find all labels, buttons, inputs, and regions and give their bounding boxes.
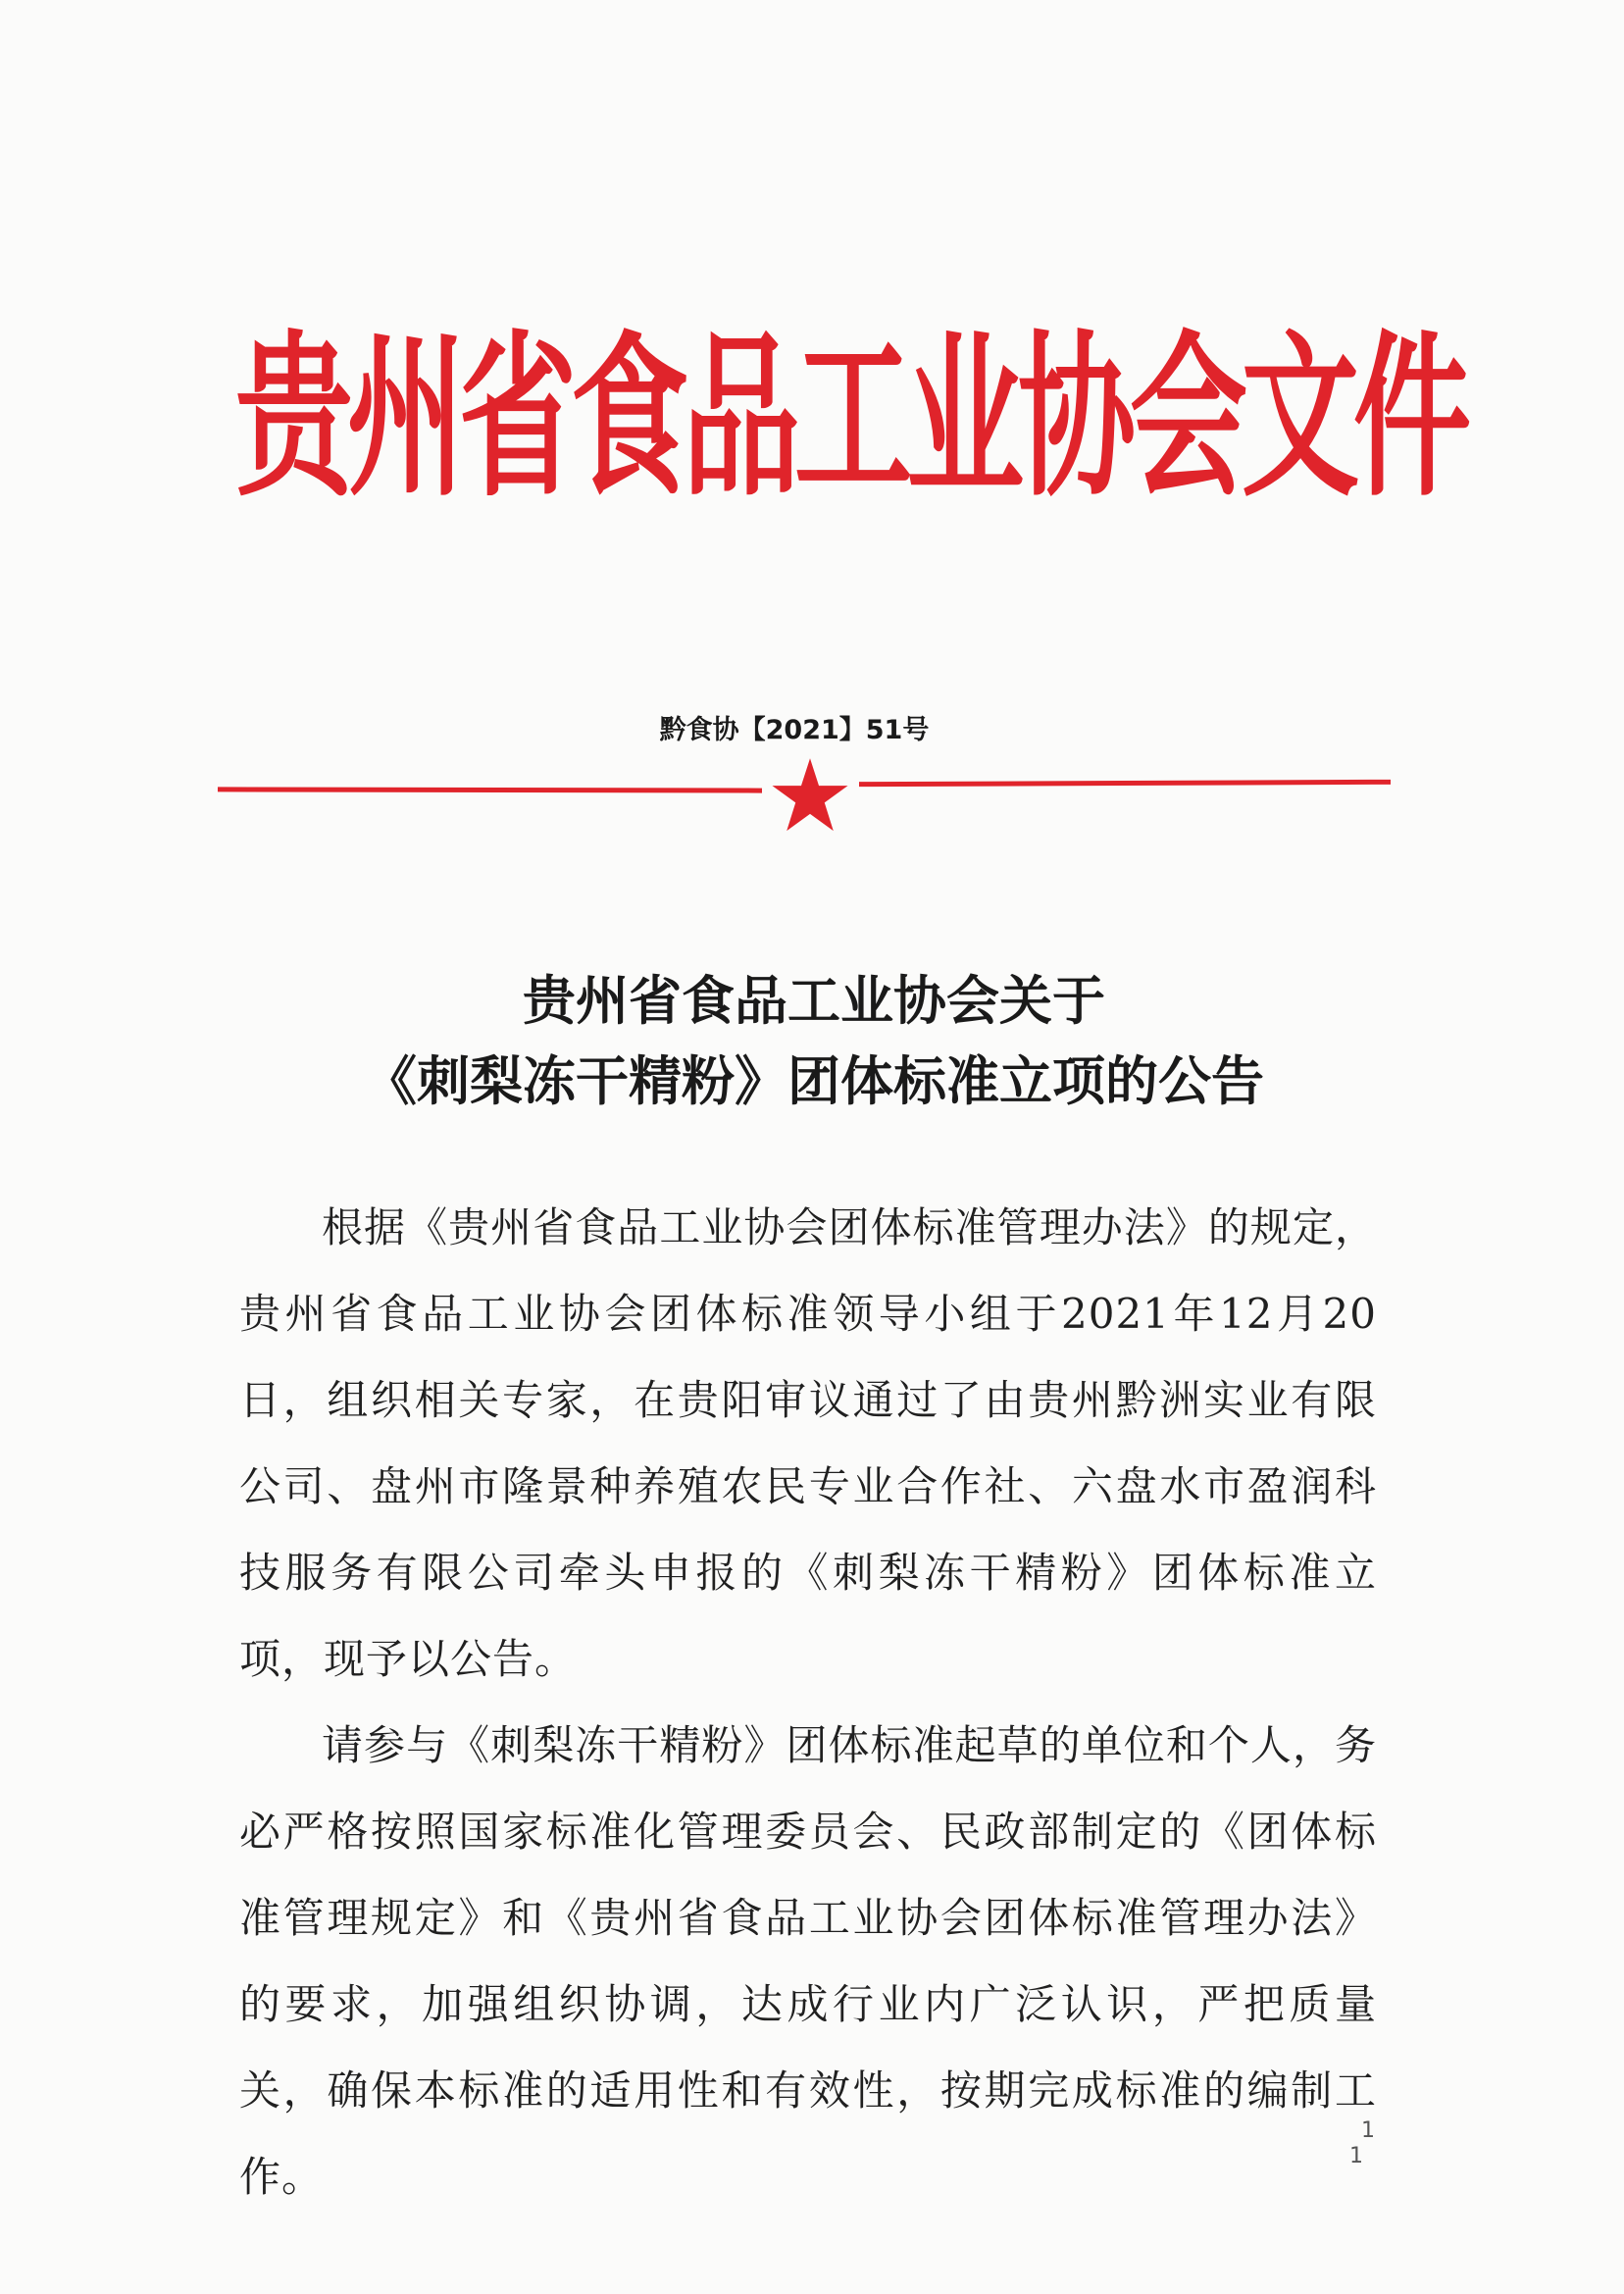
red-divider-left [218, 787, 762, 792]
notice-title-line-2: 《刺梨冻干精粉》团体标准立项的公告 [364, 1050, 1264, 1112]
red-star-icon [770, 755, 850, 836]
body-paragraph-1: 根据《贵州省食品工业协会团体标准管理办法》的规定，贵州省食品工业协会团体标准领导小组于2021年12月20日，组织相关专家，在贵阳审议通过了由贵州黔洲实业有限公司、盘州市隆景种养殖农民专业合作社、六盘水市盈润科技服务有限公司牵头申报的《刺梨冻干精粉》团体标准立项，现予以公告。 [239, 1203, 1377, 1683]
red-divider-right [859, 780, 1391, 787]
document-header-title: 贵州省食品工业协会文件 [235, 317, 1465, 522]
body-paragraph-2: 请参与《刺梨冻干精粉》团体标准起草的单位和个人，务必严格按照国家标准化管理委员会、民政部制定的《团体标准管理规定》和《贵州省食品工业协会团体标准管理办法》的要求，加强组织协调，达成行业内广泛认识，严把质量关，确保本标准的适用性和有效性，按期完成标准的编制工作。 [239, 1721, 1377, 2201]
document-number: 黔食协【2021】51号 [659, 715, 930, 745]
notice-title-line-1: 贵州省食品工业协会关于 [523, 970, 1105, 1032]
page-number-mark: 1 [1361, 2118, 1375, 2143]
page-number-mark-secondary: 1 [1349, 2144, 1363, 2168]
